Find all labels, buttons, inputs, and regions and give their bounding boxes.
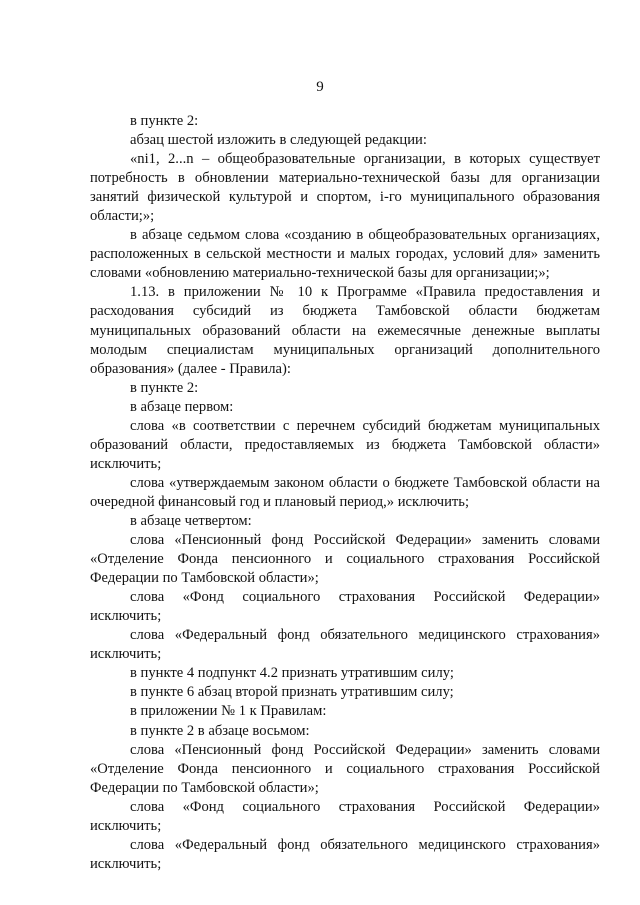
paragraph-item-2-intro: в пункте 2: [130, 113, 199, 129]
paragraph-item-2: в пункте 2: [130, 379, 199, 396]
paragraph-words-medical-fund-2: слова «Федеральный фонд обязательного медицинского страхования» исключить; [90, 836, 600, 872]
paragraph-item-6: в пункте 6 абзац второй признать утратившим силу; [130, 684, 454, 701]
paragraph-abzac-6: абзац шестой изложить в следующей редакции: [130, 132, 427, 149]
document-body [90, 112, 600, 874]
paragraph-words-medical-fund: слова «Федеральный фонд обязательного медицинского страхования» исключить; [90, 627, 600, 663]
paragraph-appendix-1: в приложении № 1 к Правилам: [130, 703, 327, 720]
page-number: 9 [316, 79, 324, 95]
paragraph-abzac-7: в абзаце седьмом слова «созданию в общеобразовательных организациях, расположенных в сельской местности и малых городах, условий для» заменить словами «обновлению материально-технической базы для организации;»; [90, 227, 600, 282]
paragraph-item-4: в пункте 4 подпункт 4.2 признать утратившим силу; [130, 665, 454, 682]
paragraph-words-pension-fund: слова «Пенсионный фонд Российской Федерации» заменить словами «Отделение Фонда пенсионного и социального страхования Российской Федерации по Тамбовской области»; [90, 532, 600, 587]
paragraph-abzac-1: в абзаце первом: [130, 398, 234, 415]
paragraph-abzac-4: в абзаце четвертом: [130, 512, 252, 529]
paragraph-words-pension-fund-2: слова «Пенсионный фонд Российской Федерации» заменить словами «Отделение Фонда пенсионного и социального страхования Российской Федерации по Тамбовской области»; [90, 741, 600, 796]
paragraph-words-social-fund-2: слова «Фонд социального страхования Российской Федерации» исключить; [90, 798, 600, 834]
paragraph-words-social-fund: слова «Фонд социального страхования Российской Федерации» исключить; [90, 589, 600, 625]
paragraph-item-2-abzac-8: в пункте 2 в абзаце восьмом: [130, 722, 310, 739]
paragraph-words-law: слова «утверждаемым законом области о бюджете Тамбовской области на очередной финансовый год и плановый период,» исключить; [90, 474, 600, 510]
paragraph-words-subsidies: слова «в соответствии с перечнем субсидий бюджетам муниципальных образований области, предоставляемых из бюджета Тамбовской области» исключить; [90, 417, 600, 472]
paragraph-1-13: 1.13. в приложении № 10 к Программе «Правила предоставления и расходования субсидий из бюджета Тамбовской области бюджетам муниципальных образований области на ежемесячные денежные выплаты молодым специалистам муниципальных организаций дополнительного образования» (далее - Правила): [90, 284, 600, 377]
paragraph-new-definition: «ni1, 2...n – общеобразовательные организации, в которых существует потребность в обновлении материально-технической базы для организации занятий физической культурой и спортом, i-го муниципального образования области;»; [90, 151, 600, 225]
